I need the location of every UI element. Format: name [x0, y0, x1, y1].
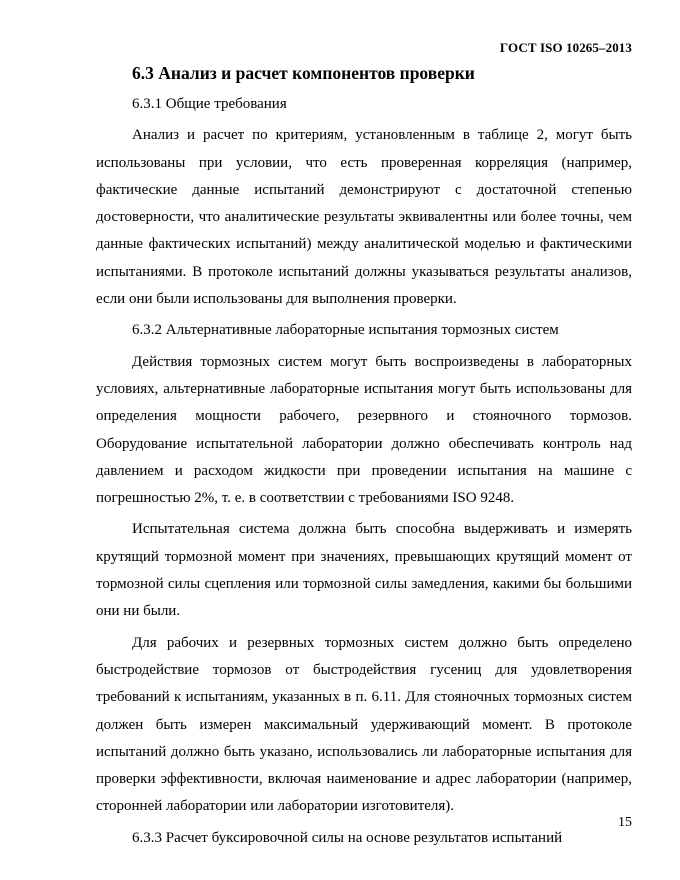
- document-header: ГОСТ ISO 10265–2013: [499, 40, 632, 55]
- subsection-title-6-3-2: 6.3.2 Альтернативные лабораторные испытания тормозных систем: [132, 322, 559, 339]
- paragraph-6-3-2-service-brakes: Для рабочих и резервных тормозных систем должно быть определено быстродействие тормозов от быстродействия гусениц для удовлетворения требований к испытаниям, указанных в п. 6.11. Для стояночных тормозных систем должен быть измерен максимальный удерживающий момент. В протоколе испытаний должно быть указано, использовались ли лабораторные испытания для проверки эффективности, включая наименование и адрес лаборатории (например, сторонней лаборатории или лаборатории изготовителя).: [96, 634, 632, 815]
- paragraph-6-3-1-general: Анализ и расчет по критериям, установленным в таблице 2, могут быть использованы при условии, что есть проверенная корреляция (например, фактические данные испытаний демонстрируют с достаточной степенью достоверности, что аналитические результаты эквивалентны или более точны, чем данные фактических испытаний) между аналитической моделью и фактическими испытаниями. В протоколе испытаний должны указываться результаты анализов, если они были использованы для выполнения проверки.: [96, 127, 632, 308]
- paragraph-6-3-2-test-system: Испытательная система должна быть способна выдерживать и измерять крутящий тормозной момент при значениях, превышающих крутящий момент от тормозной силы сцепления или тормозной силы замедления, какими бы большими они ни были.: [96, 521, 632, 620]
- document-body: [96, 91, 632, 856]
- page-number: 15: [618, 815, 632, 830]
- subsection-title-6-3-3: 6.3.3 Расчет буксировочной силы на основе результатов испытаний: [132, 829, 563, 846]
- section-heading: 6.3 Анализ и расчет компонентов проверки: [132, 63, 475, 83]
- paragraph-6-3-2-brake-actions: Действия тормозных систем могут быть воспроизведены в лабораторных условиях, альтернативные лабораторные испытания могут быть использованы для определения мощности рабочего, резервного и стояночного тормозов. Оборудование испытательной лаборатории должно обеспечивать контроль над давлением и расходом жидкости при проведении испытания на машине с погрешностью 2%, т. е. в соответствии с требованиями ISO 9248.: [96, 353, 632, 507]
- subsection-title-6-3-1: 6.3.1 Общие требования: [132, 96, 287, 112]
